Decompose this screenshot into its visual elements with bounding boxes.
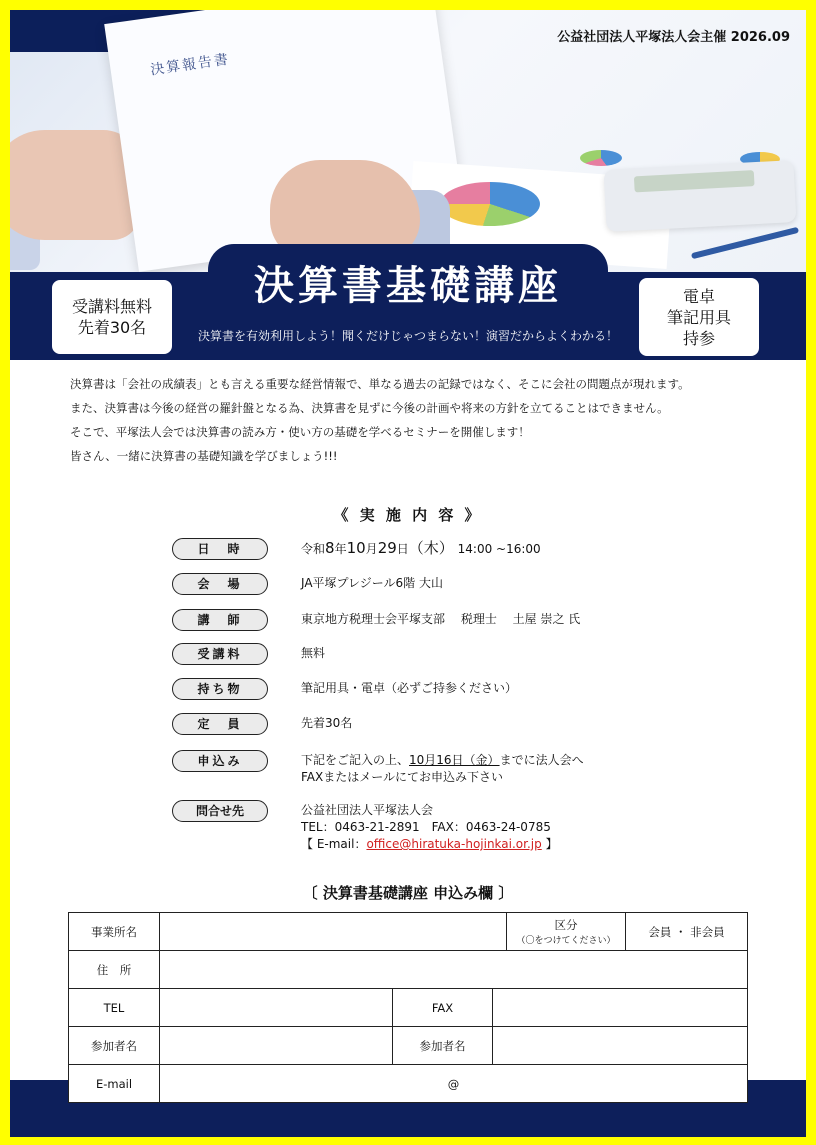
participant-field-1[interactable] xyxy=(160,1027,393,1065)
page-title: 決算書基礎講座 xyxy=(254,262,562,309)
pen-icon xyxy=(691,227,799,259)
intro-paragraph: そこで、平塚法人会では決算書の読み方・使い方の基礎を学べるセミナーを開催します！ xyxy=(70,425,530,439)
date-day: 29 xyxy=(377,539,397,557)
date-year-unit: 年 xyxy=(334,542,347,556)
pie-chart-graphic xyxy=(440,182,540,226)
category-label: 区分 xyxy=(554,918,578,932)
email-field[interactable]: @ xyxy=(160,1065,748,1103)
report-document-title: 決算報告書 xyxy=(149,51,231,79)
contact-telfax: TEL：0463-21-2891 FAX：0463-24-0785 xyxy=(301,820,551,834)
date-month: 10 xyxy=(346,539,366,557)
calculator-screen xyxy=(634,170,755,192)
form-row xyxy=(69,1065,748,1103)
flyer-content xyxy=(10,10,806,1137)
form-heading: 〔 決算書基礎講座 申込み欄 〕 xyxy=(302,884,514,902)
date-day-unit: 日 xyxy=(396,542,409,556)
apply-post: までに法人会へ xyxy=(499,753,584,767)
intro-paragraph: 決算書は「会社の成績表」とも言える重要な経営情報で、単なる過去の記録ではなく、そこに会社の問題点が現れます。 xyxy=(70,377,690,391)
detail-value: 東京地方税理士会平塚支部 税理士 土屋 崇之 氏 xyxy=(301,612,581,626)
detail-value: 先着30名 xyxy=(301,716,353,730)
detail-label: 日 時 xyxy=(172,538,268,560)
hero-photo xyxy=(10,10,806,272)
contact-org: 公益社団法人平塚法人会 xyxy=(301,803,434,817)
fax-label: FAX xyxy=(393,989,493,1027)
email-link[interactable]: office@hiratuka-hojinkai.or.jp xyxy=(366,837,542,851)
application-form xyxy=(68,912,748,1103)
business-name-label: 事業所名 xyxy=(69,913,160,951)
detail-value xyxy=(301,802,558,853)
apply-line-2: FAXまたはメールにてお申込み下さい xyxy=(301,770,503,784)
form-row xyxy=(69,989,748,1027)
calculator-icon xyxy=(604,160,797,232)
email-suffix: 】 xyxy=(541,837,558,851)
detail-label: 持ち物 xyxy=(172,678,268,700)
detail-label: 問合せ先 xyxy=(172,800,268,822)
detail-label: 申込み xyxy=(172,750,268,772)
apply-line-1 xyxy=(301,752,584,769)
detail-label: 受講料 xyxy=(172,643,268,665)
detail-value xyxy=(301,540,541,558)
category-cell xyxy=(507,913,626,951)
page-subtitle: 決算書を有効利用しよう！聞くだけじゃつまらない！演習だからよくわかる！ xyxy=(197,329,618,343)
tel-field[interactable] xyxy=(160,989,393,1027)
badge-line: 電卓 xyxy=(682,286,715,306)
tel-label: TEL xyxy=(69,989,160,1027)
member-options[interactable]: 会員 ・ 非会員 xyxy=(626,913,748,951)
form-row xyxy=(69,951,748,989)
badge-line: 先着30名 xyxy=(77,318,147,337)
date-month-unit: 月 xyxy=(365,542,378,556)
form-row xyxy=(69,913,748,951)
detail-value: JA平塚プレジール6階 大山 xyxy=(301,576,443,590)
badge-line: 筆記用具 xyxy=(666,307,731,327)
intro-paragraph: また、決算書は今後の経営の羅針盤となる為、決算書を見ずに今後の計画や将来の方針を立てることはできません。 xyxy=(70,401,669,415)
category-note: （〇をつけてください） xyxy=(516,936,616,946)
address-label: 住 所 xyxy=(69,951,160,989)
date-era: 令和 xyxy=(301,542,326,556)
date-year: 8 xyxy=(325,539,335,557)
participant-label-2: 参加者名 xyxy=(393,1027,493,1065)
participant-field-2[interactable] xyxy=(493,1027,748,1065)
fax-field[interactable] xyxy=(493,989,748,1027)
apply-deadline: 10月16日（金） xyxy=(409,753,500,767)
intro-paragraph: 皆さん、一緒に決算書の基礎知識を学びましょう!!! xyxy=(70,449,338,463)
intro-text xyxy=(70,372,790,468)
date-weekday: （木） xyxy=(408,539,454,557)
mini-pie-graphic xyxy=(580,150,622,166)
badge-line: 持参 xyxy=(682,328,715,348)
bring-items-badge xyxy=(637,276,761,358)
detail-value: 無料 xyxy=(301,646,326,660)
email-label: E-mail xyxy=(69,1065,160,1103)
date-time: 14:00 ~16:00 xyxy=(453,542,541,556)
detail-value xyxy=(301,752,584,786)
details-heading: 《 実 施 内 容 》 xyxy=(333,506,483,524)
form-row xyxy=(69,1027,748,1065)
badge-line: 受講料無料 xyxy=(71,297,152,316)
participant-label: 参加者名 xyxy=(69,1027,160,1065)
detail-label: 会 場 xyxy=(172,573,268,595)
business-name-field[interactable] xyxy=(160,913,507,951)
sponsor-line: 公益社団法人平塚法人会主催 2026.09 xyxy=(557,30,790,45)
detail-label: 定 員 xyxy=(172,713,268,735)
free-fee-badge xyxy=(50,278,174,356)
apply-pre: 下記をご記入の上、 xyxy=(301,753,410,767)
email-prefix: 【 E-mail： xyxy=(301,837,367,851)
detail-value: 筆記用具・電卓（必ずご持参ください） xyxy=(301,681,518,695)
contact-email-line xyxy=(301,836,558,853)
detail-label: 講 師 xyxy=(172,609,268,631)
address-field[interactable] xyxy=(160,951,748,989)
